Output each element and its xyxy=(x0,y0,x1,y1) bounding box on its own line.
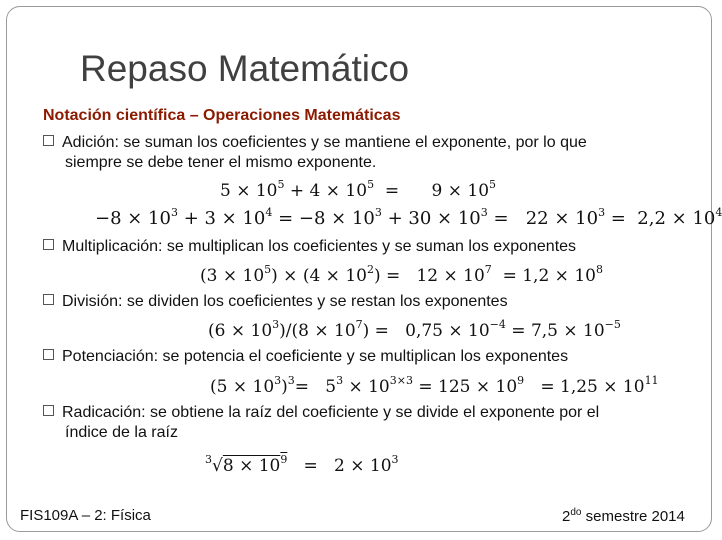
equation-radication: $^3√8 \times 10^9 = 2 \times 10^3$ xyxy=(205,453,399,476)
bullet-division xyxy=(43,292,508,312)
equation-addition-2: $-8 \times 10^3 + 3 \times 10^4 = -8 \times 10^3 + 30 \times 10^3 = 22 \times 10^3 = 2,2 \times 10^4$ xyxy=(95,206,722,229)
equation-potentiation: $(5 \times 10^3)^3= 5^3 \times 10^{3\times 3} = 125 \times 10^9 = 1,25 \times 10^{11}$ xyxy=(210,374,659,397)
bullet-multiplicacion xyxy=(43,237,576,257)
bullet-division-text: División: se dividen los coeficientes y se restan los exponentes xyxy=(62,293,508,310)
equation-division: $(6 \times 10^3)/(8 \times 10^7) = 0,75 \times 10^{-4} = 7,5 \times 10^{-5}$ xyxy=(208,318,621,341)
bullet-square-icon xyxy=(43,349,54,360)
bullet-square-icon xyxy=(43,405,54,416)
bullet-radicacion-cont: índice de la raíz xyxy=(65,424,178,441)
bullet-multiplicacion-text: Multiplicación: se multiplican los coeficientes y se suman los exponentes xyxy=(62,238,577,255)
bullet-potenciacion xyxy=(43,347,568,367)
bullet-radicacion-text: Radicación: se obtiene la raíz del coeficiente y se divide el exponente por el xyxy=(62,404,600,421)
footer-semester: $2^{do}$ semestre 2014 xyxy=(562,507,685,525)
slide-title: Repaso Matemático xyxy=(80,48,410,89)
bullet-square-icon xyxy=(43,294,54,305)
equation-multiplication: $(3 \times 10^5) \times (4 \times 10^2) = 12 \times 10^7 = 1,2 \times 10^8$ xyxy=(200,263,603,286)
footer-course: FIS109A – 2: Física xyxy=(20,507,151,524)
bullet-potenciacion-text: Potenciación: se potencia el coeficiente y se multiplican los exponentes xyxy=(62,348,569,365)
bullet-adicion xyxy=(43,133,587,153)
bullet-square-icon xyxy=(43,239,54,250)
slide-subtitle: Notación científica – Operaciones Matemáticas xyxy=(43,107,401,124)
bullet-adicion-text: Adición: se suman los coeficientes y se mantiene el exponente, por lo que xyxy=(62,134,587,151)
equation-addition-1: $5 \times 10^5 + 4 \times 10^5$ = $9 \times 10^5$ xyxy=(220,178,497,201)
bullet-radicacion xyxy=(43,403,599,423)
bullet-adicion-cont: siempre se debe tener el mismo exponente. xyxy=(65,154,377,171)
bullet-square-icon xyxy=(43,135,54,146)
